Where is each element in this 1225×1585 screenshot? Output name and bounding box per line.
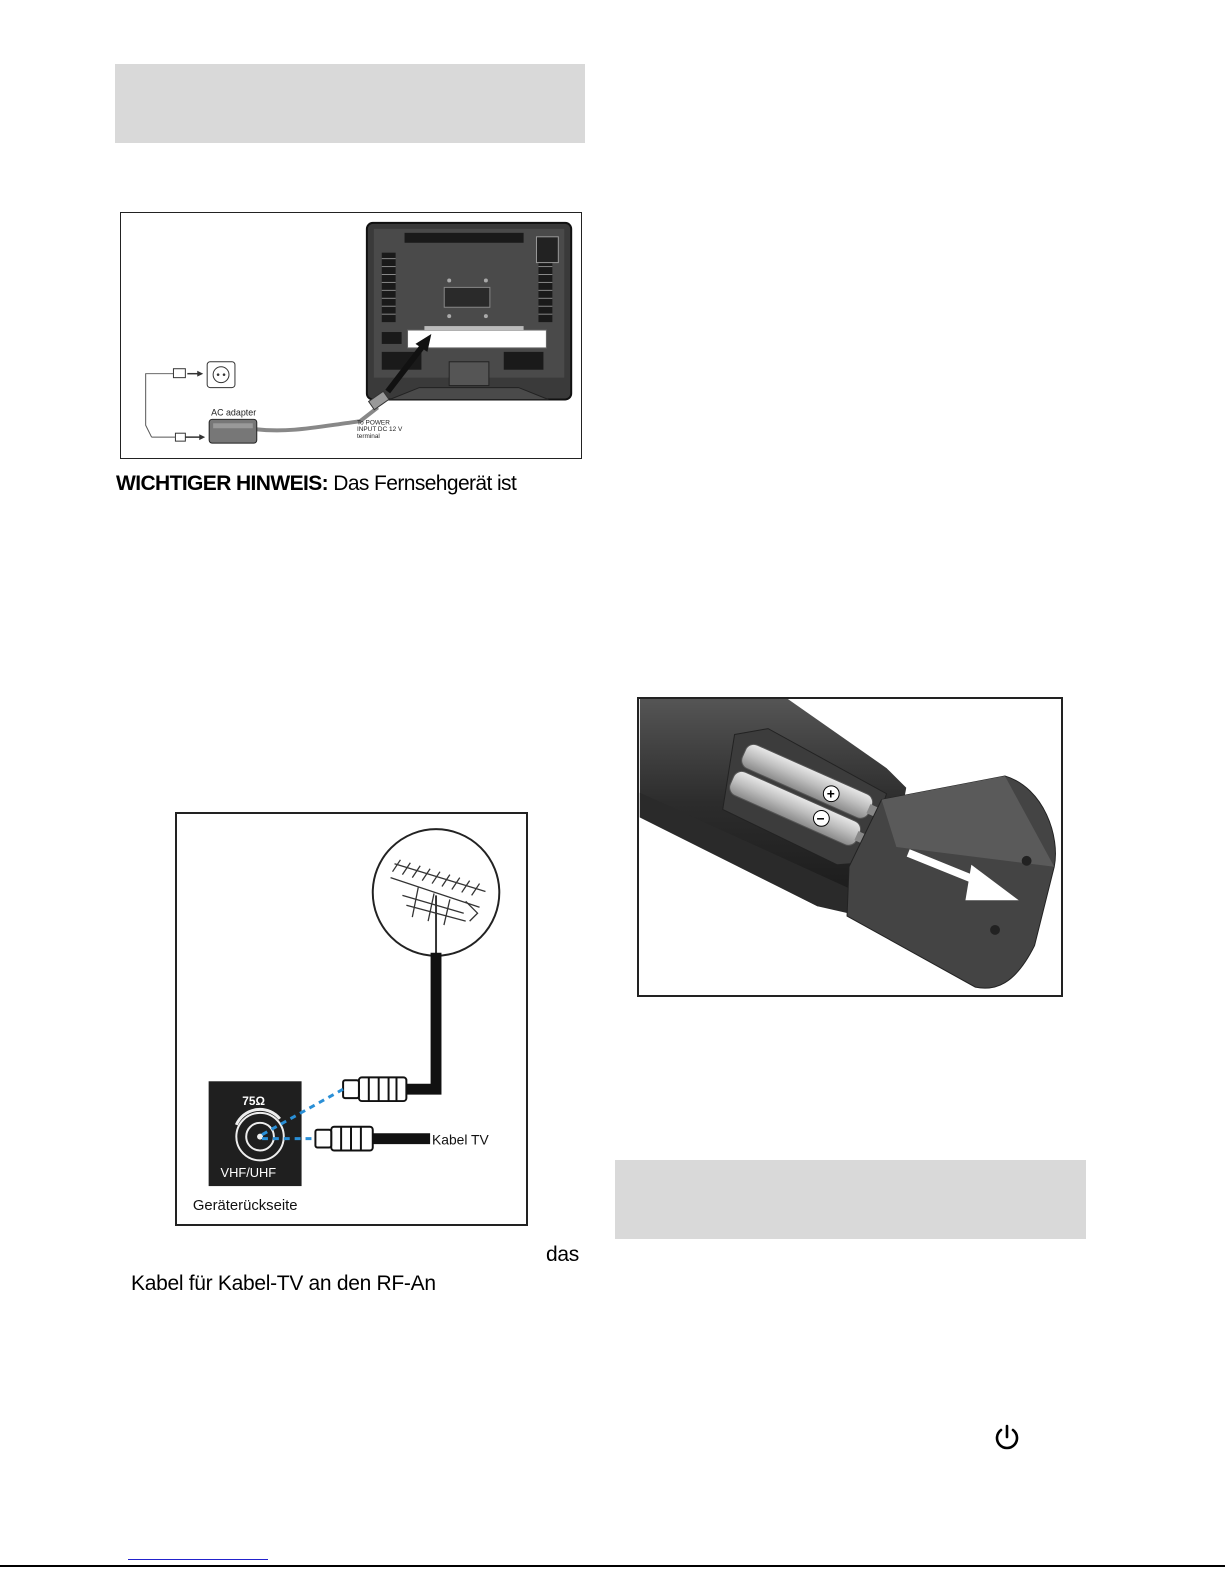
power-connection-figure bbox=[120, 212, 582, 459]
vhf-uhf-label: VHF/UHF bbox=[220, 1165, 277, 1181]
footer-link-underline[interactable] bbox=[128, 1559, 268, 1560]
important-notice bbox=[116, 472, 516, 496]
antenna-connection-figure bbox=[175, 812, 528, 1226]
minus-symbol: − bbox=[816, 810, 825, 827]
power-connection-illustration bbox=[121, 213, 581, 458]
ac-adapter-label: AC adapter bbox=[211, 407, 257, 418]
notice-bold-label: WICHTIGER HINWEIS: bbox=[116, 472, 329, 495]
body-text-line: Kabel für Kabel-TV an den RF-An bbox=[131, 1272, 436, 1295]
remote-battery-illustration bbox=[639, 699, 1061, 995]
plus-symbol: + bbox=[826, 785, 835, 802]
body-text-line-end: das bbox=[546, 1243, 579, 1266]
section-header-bar-left bbox=[115, 64, 585, 143]
terminal-label-line2: INPUT DC 12 V bbox=[356, 426, 403, 434]
antenna-connection-illustration bbox=[177, 814, 526, 1224]
footer-rule bbox=[0, 1565, 1225, 1567]
terminal-label-line3: terminal bbox=[356, 433, 380, 441]
terminal-label-line1: To POWER bbox=[356, 419, 390, 427]
notice-text: Das Fernsehgerät ist bbox=[328, 472, 517, 495]
device-back-label: Geräterückseite bbox=[192, 1197, 298, 1214]
power-icon bbox=[993, 1424, 1021, 1452]
impedance-label: 75Ω bbox=[242, 1094, 265, 1109]
remote-battery-figure bbox=[637, 697, 1063, 997]
section-header-bar-right bbox=[615, 1160, 1086, 1239]
cable-tv-label: Kabel TV bbox=[432, 1131, 489, 1148]
